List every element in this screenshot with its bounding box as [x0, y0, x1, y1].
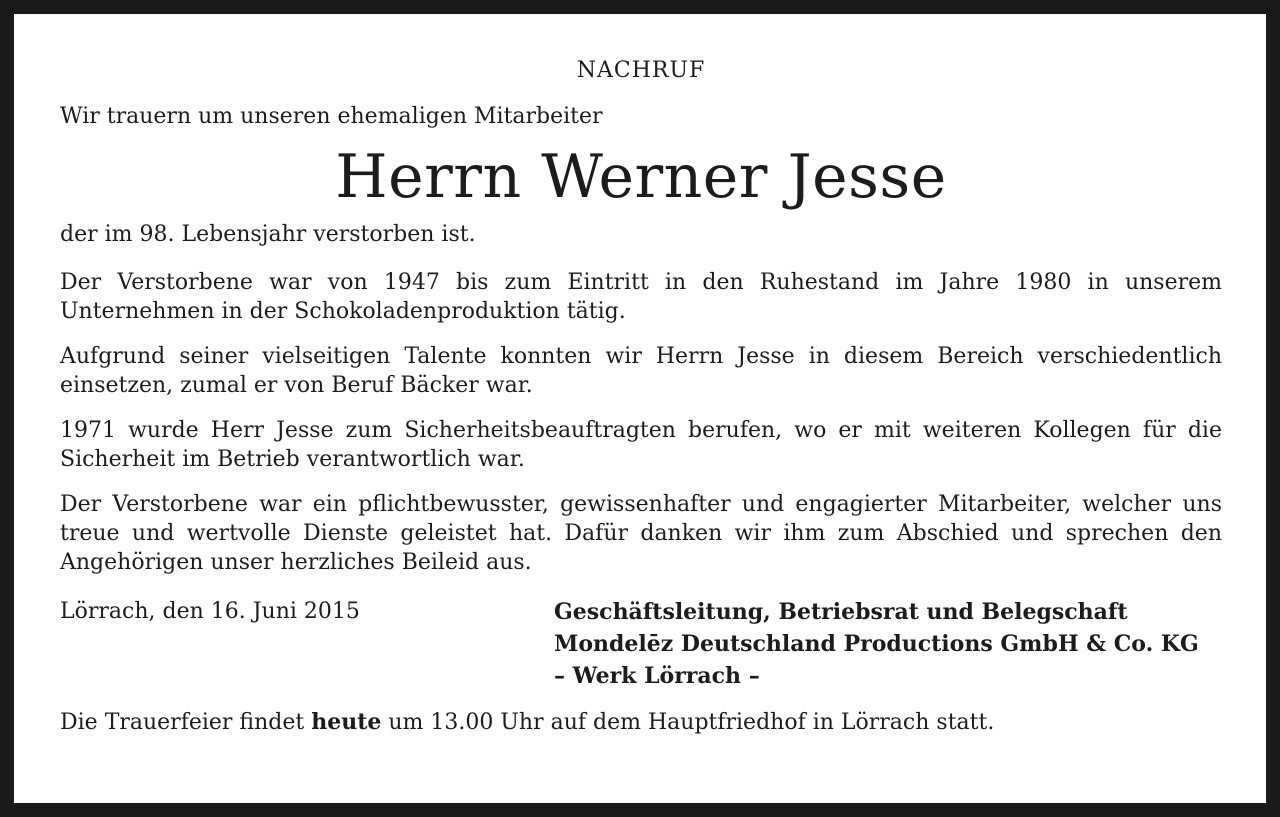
deceased-name: Herrn Werner Jesse: [335, 142, 947, 212]
paragraph-safety: 1971 wurde Herr Jesse zum Sicherheitsbeauftragten berufen, wo er mit weiteren Kollegen für die Sicherheit im Betrieb verantwortlich war.: [60, 418, 1222, 472]
notice-heading: NACHRUF: [576, 58, 706, 83]
place-date: Lörrach, den 16. Juni 2015: [60, 599, 360, 624]
ceremony-text-after: um 13.00 Uhr auf dem Hauptfriedhof in Lörrach statt.: [388, 710, 995, 735]
ceremony-text-before: Die Trauerfeier findet: [60, 710, 305, 735]
signature-block: [60, 596, 1222, 692]
signer-line: – Werk Lörrach –: [554, 663, 760, 689]
notice-content: [60, 58, 1222, 737]
paragraph-talents: Aufgrund seiner vielseitigen Talente konnten wir Herrn Jesse in diesem Bereich verschiedentlich einsetzen, zumal er von Beruf Bäcker war.: [60, 344, 1222, 398]
signer-line: Mondelēz Deutschland Productions GmbH & Co. KG: [554, 631, 1199, 657]
ceremony-info: [60, 708, 1222, 737]
obituary-notice: [14, 14, 1266, 803]
paragraph-age: der im 98. Lebensjahr verstorben ist.: [60, 222, 476, 247]
paragraph-employment: Der Verstorbene war von 1947 bis zum Eintritt in den Ruhestand im Jahre 1980 in unserem Unternehmen in der Schokoladenproduktion tätig.: [60, 270, 1222, 324]
signer-line: Geschäftsleitung, Betriebsrat und Belegschaft: [554, 599, 1128, 625]
paragraph-tribute: Der Verstorbene war ein pflichtbewusster, gewissenhafter und engagierter Mitarbeiter, welcher uns treue und wertvolle Dienste geleistet hat. Dafür danken wir ihm zum Abschied und sprechen den Angehörigen unser herzliches Beileid aus.: [60, 492, 1222, 575]
intro-line: Wir trauern um unseren ehemaligen Mitarbeiter: [60, 104, 603, 129]
signers: [554, 596, 1199, 692]
ceremony-emphasis: heute: [311, 709, 382, 735]
